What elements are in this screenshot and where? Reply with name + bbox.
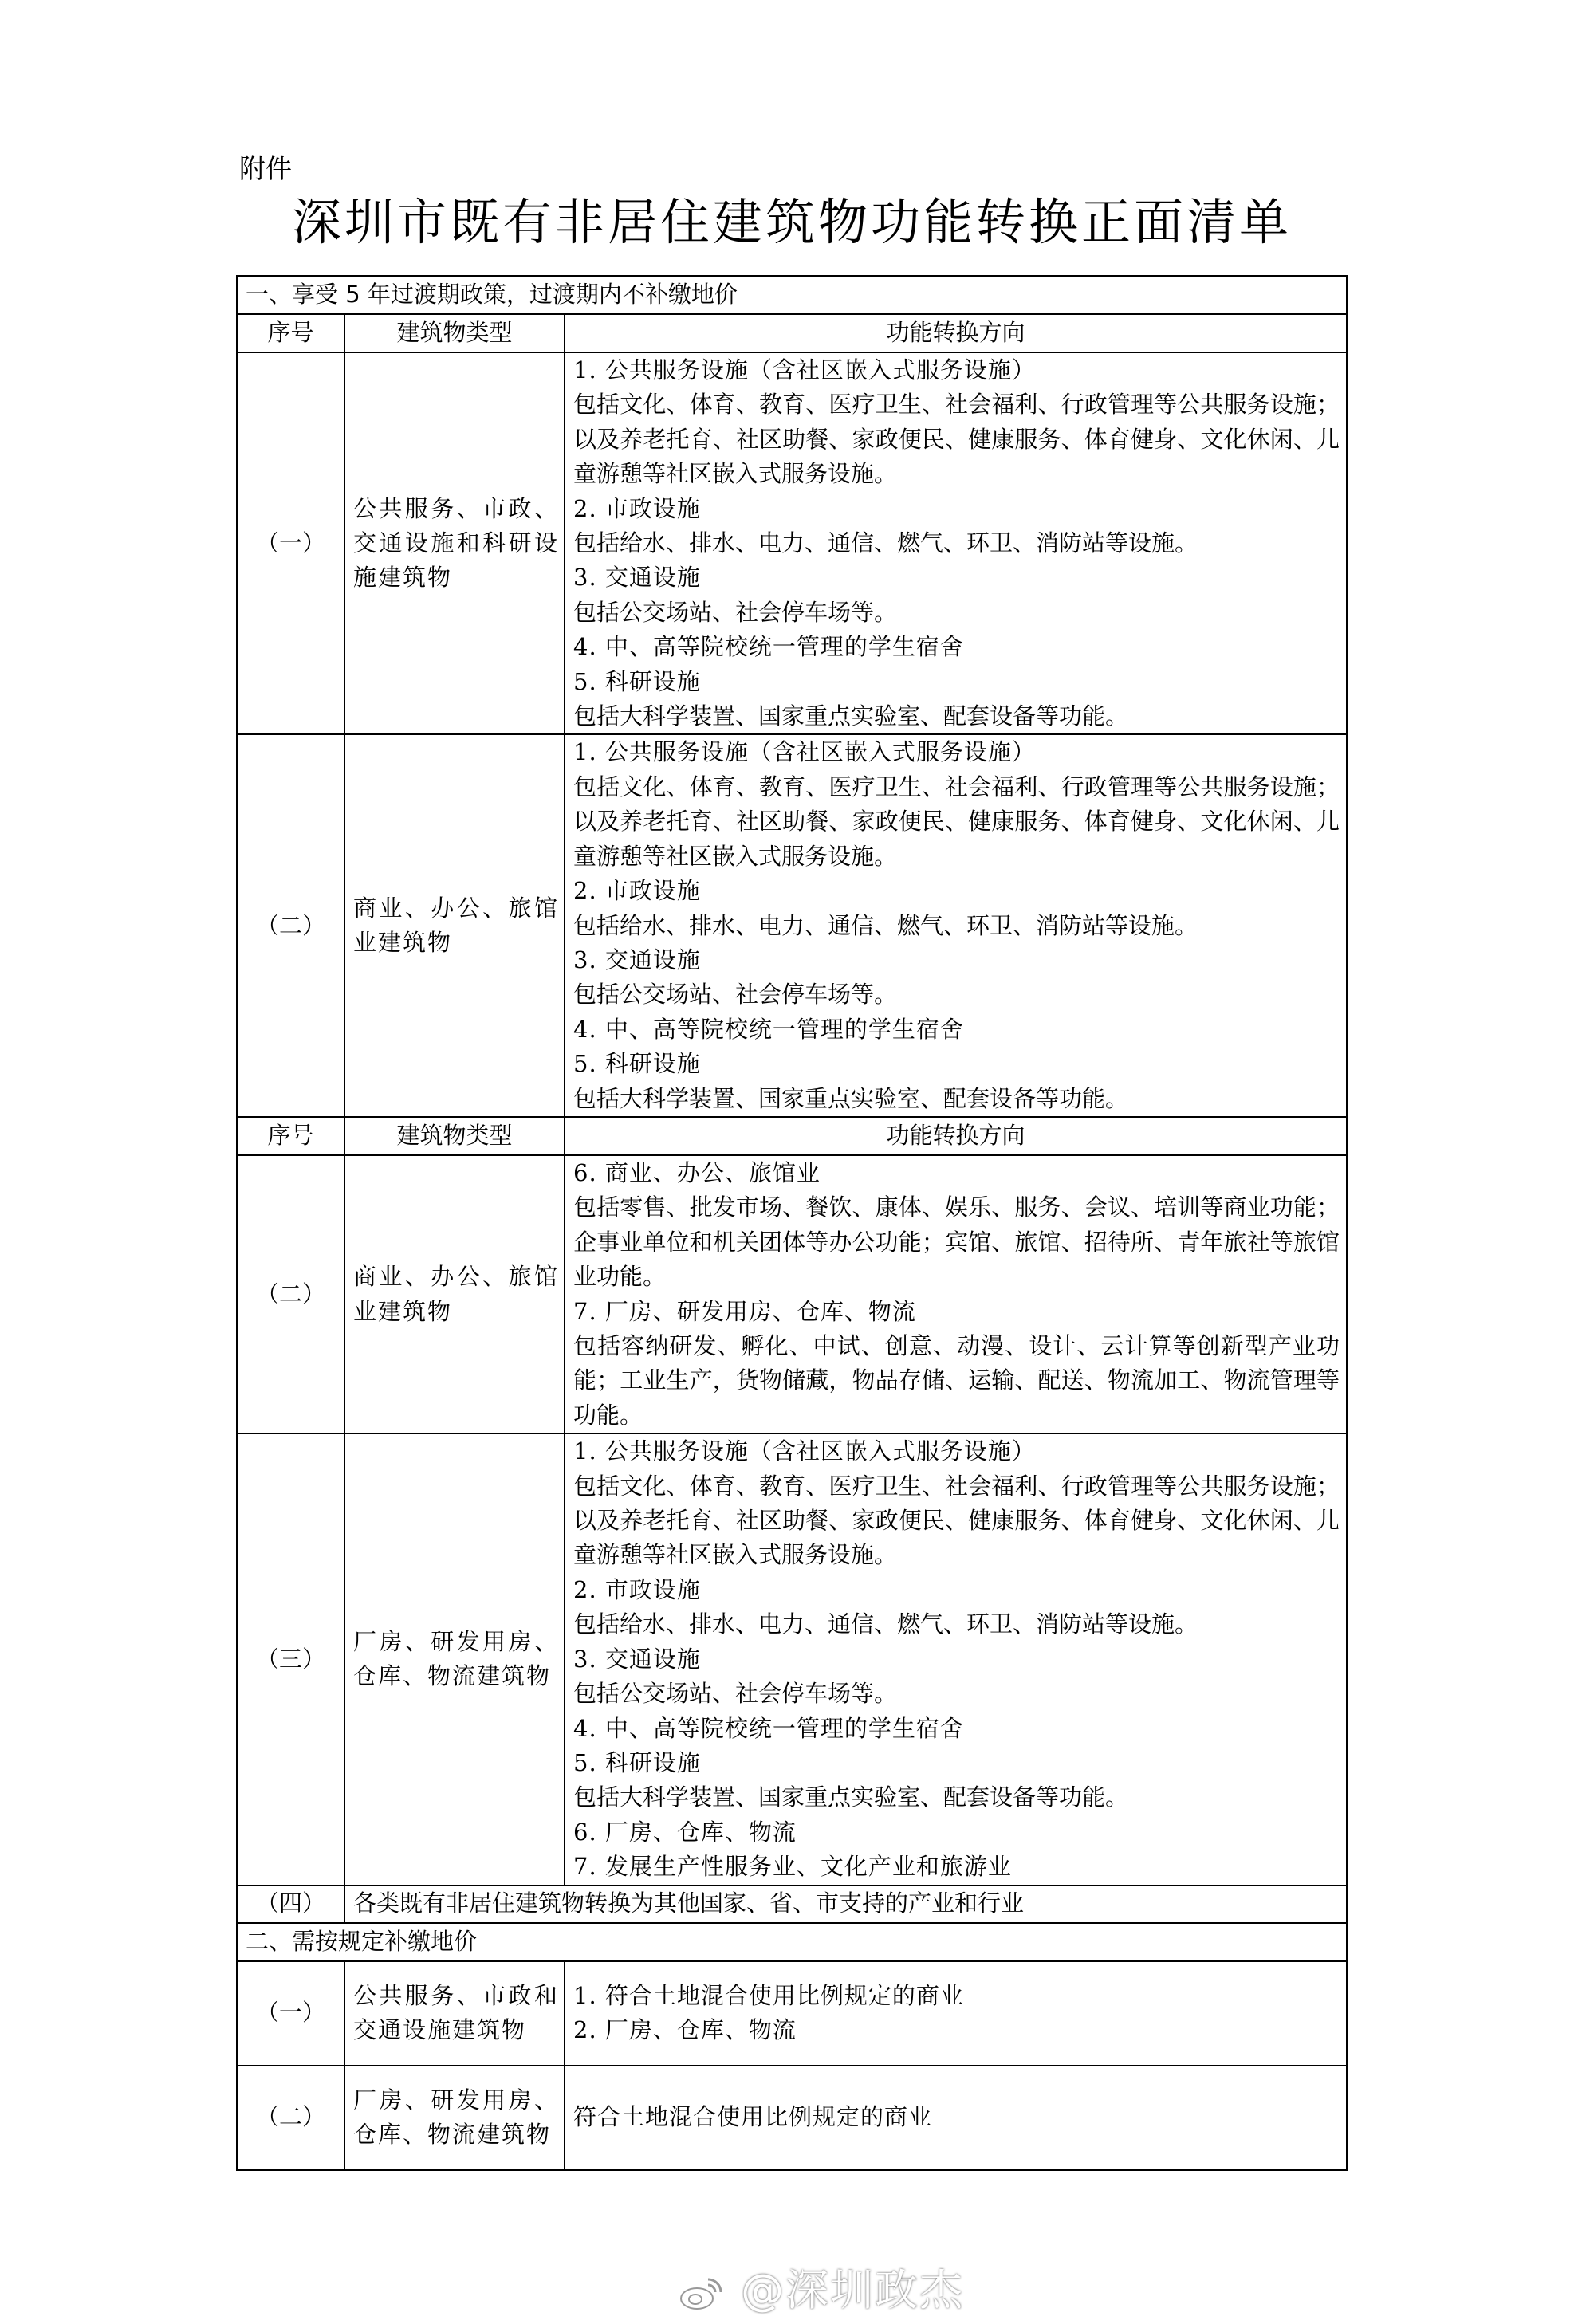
table-row xyxy=(237,352,1347,734)
building-type: 公共服务、市政和交通设施建筑物 xyxy=(344,1961,565,2066)
table-row xyxy=(237,1433,1347,1885)
direction-item: 4. 中、高等院校统一管理的学生宿舍 xyxy=(573,1714,964,1742)
direction-item: 1. 公共服务设施（含社区嵌入式服务设施） xyxy=(573,356,1036,383)
direction-detail: 包括文化、体育、教育、医疗卫生、社会福利、行政管理等公共服务设施；以及养老托育、社区助餐、家政便民、健康服务、体育健身、文化休闲、儿童游憩等社区嵌入式服务设施。 xyxy=(573,1472,1340,1569)
direction-item: 2. 市政设施 xyxy=(573,1575,701,1603)
weibo-icon xyxy=(678,2273,726,2313)
direction-item: 6. 厂房、仓库、物流 xyxy=(573,1818,797,1846)
direction-item: 5. 科研设施 xyxy=(573,667,701,695)
positive-list-table-part-2 xyxy=(236,1116,1348,2171)
table-row xyxy=(237,1961,1347,2066)
table-row xyxy=(237,734,1347,1116)
row-number: （四） xyxy=(237,1886,344,1923)
page-title: 深圳市既有非居住建筑物功能转换正面清单 xyxy=(291,193,1292,251)
building-type: 商业、办公、旅馆业建筑物 xyxy=(344,734,565,1116)
section-heading-row xyxy=(237,1923,1347,1961)
column-header-no: 序号 xyxy=(237,1117,344,1155)
direction-item: 1. 公共服务设施（含社区嵌入式服务设施） xyxy=(573,1437,1036,1465)
conversion-directions xyxy=(565,2066,1347,2170)
direction-detail: 包括大科学装置、国家重点实验室、配套设备等功能。 xyxy=(573,702,1129,730)
section-heading-row xyxy=(237,276,1347,314)
column-header-direction: 功能转换方向 xyxy=(565,1117,1347,1155)
direction-item: 4. 中、高等院校统一管理的学生宿舍 xyxy=(573,633,964,661)
direction-item: 符合土地混合使用比例规定的商业 xyxy=(573,2103,933,2131)
table-row xyxy=(237,1886,1347,1923)
conversion-directions xyxy=(565,352,1347,734)
direction-detail: 包括给水、排水、电力、通信、燃气、环卫、消防站等设施。 xyxy=(573,1610,1198,1638)
watermark xyxy=(678,2256,964,2318)
column-header-type: 建筑物类型 xyxy=(344,314,565,352)
direction-item: 2. 厂房、仓库、物流 xyxy=(573,2016,797,2044)
table-row xyxy=(237,1155,1347,1433)
building-type: 公共服务、市政、交通设施和科研设施建筑物 xyxy=(344,352,565,734)
direction-item: 1. 公共服务设施（含社区嵌入式服务设施） xyxy=(573,738,1036,766)
direction-item: 2. 市政设施 xyxy=(573,877,701,905)
row-number: （一） xyxy=(237,352,344,734)
direction-item: 3. 交通设施 xyxy=(573,1645,701,1673)
row-4-text: 各类既有非居住建筑物转换为其他国家、省、市支持的产业和行业 xyxy=(344,1886,1347,1923)
building-type: 商业、办公、旅馆业建筑物 xyxy=(344,1155,565,1433)
direction-item: 5. 科研设施 xyxy=(573,1748,701,1776)
direction-detail: 包括文化、体育、教育、医疗卫生、社会福利、行政管理等公共服务设施；以及养老托育、社区助餐、家政便民、健康服务、体育健身、文化休闲、儿童游憩等社区嵌入式服务设施。 xyxy=(573,773,1340,870)
direction-detail: 包括大科学装置、国家重点实验室、配套设备等功能。 xyxy=(573,1084,1129,1112)
conversion-directions xyxy=(565,1155,1347,1433)
table-row xyxy=(237,2066,1347,2170)
direction-item: 4. 中、高等院校统一管理的学生宿舍 xyxy=(573,1015,964,1043)
conversion-directions xyxy=(565,734,1347,1116)
building-type: 厂房、研发用房、仓库、物流建筑物 xyxy=(344,1433,565,1885)
row-number: （一） xyxy=(237,1961,344,2066)
column-header-direction: 功能转换方向 xyxy=(565,314,1347,352)
row-number: （二） xyxy=(237,734,344,1116)
conversion-directions xyxy=(565,1433,1347,1885)
direction-detail: 包括公交场站、社会停车场等。 xyxy=(573,1680,898,1708)
section-1-heading: 一、享受 5 年过渡期政策，过渡期内不补缴地价 xyxy=(237,276,1347,314)
column-header-row xyxy=(237,314,1347,352)
direction-item: 3. 交通设施 xyxy=(573,564,701,592)
direction-item: 1. 符合土地混合使用比例规定的商业 xyxy=(573,1981,964,2009)
row-number: （二） xyxy=(237,1155,344,1433)
direction-detail: 包括容纳研发、孵化、中试、创意、动漫、设计、云计算等创新型产业功能；工业生产，货物储藏，物品存储、运输、配送、物流加工、物流管理等功能。 xyxy=(573,1332,1340,1429)
attachment-label: 附件 xyxy=(239,153,292,184)
direction-detail: 包括公交场站、社会停车场等。 xyxy=(573,981,898,1009)
direction-detail: 包括大科学装置、国家重点实验室、配套设备等功能。 xyxy=(573,1783,1129,1811)
direction-detail: 包括文化、体育、教育、医疗卫生、社会福利、行政管理等公共服务设施；以及养老托育、社区助餐、家政便民、健康服务、体育健身、文化休闲、儿童游憩等社区嵌入式服务设施。 xyxy=(573,391,1340,488)
row-number: （三） xyxy=(237,1433,344,1885)
positive-list-table-part-1 xyxy=(236,275,1348,1118)
direction-detail: 包括给水、排水、电力、通信、燃气、环卫、消防站等设施。 xyxy=(573,529,1198,557)
column-header-type: 建筑物类型 xyxy=(344,1117,565,1155)
direction-item: 5. 科研设施 xyxy=(573,1050,701,1078)
direction-detail: 包括给水、排水、电力、通信、燃气、环卫、消防站等设施。 xyxy=(573,911,1198,939)
column-header-row xyxy=(237,1117,1347,1155)
building-type: 厂房、研发用房、仓库、物流建筑物 xyxy=(344,2066,565,2170)
conversion-directions xyxy=(565,1961,1347,2066)
direction-detail: 包括零售、批发市场、餐饮、康体、娱乐、服务、会议、培训等商业功能；企事业单位和机关团体等办公功能；宾馆、旅馆、招待所、青年旅社等旅馆业功能。 xyxy=(573,1193,1340,1291)
column-header-no: 序号 xyxy=(237,314,344,352)
section-2-heading: 二、需按规定补缴地价 xyxy=(237,1923,1347,1961)
direction-item: 7. 厂房、研发用房、仓库、物流 xyxy=(573,1297,916,1325)
direction-item: 2. 市政设施 xyxy=(573,494,701,522)
direction-detail: 包括公交场站、社会停车场等。 xyxy=(573,598,898,626)
direction-item: 3. 交通设施 xyxy=(573,946,701,973)
direction-item: 6. 商业、办公、旅馆业 xyxy=(573,1159,821,1186)
direction-item: 7. 发展生产性服务业、文化产业和旅游业 xyxy=(573,1853,1012,1881)
watermark-text: @深圳政杰 xyxy=(741,2265,965,2315)
row-number: （二） xyxy=(237,2066,344,2170)
